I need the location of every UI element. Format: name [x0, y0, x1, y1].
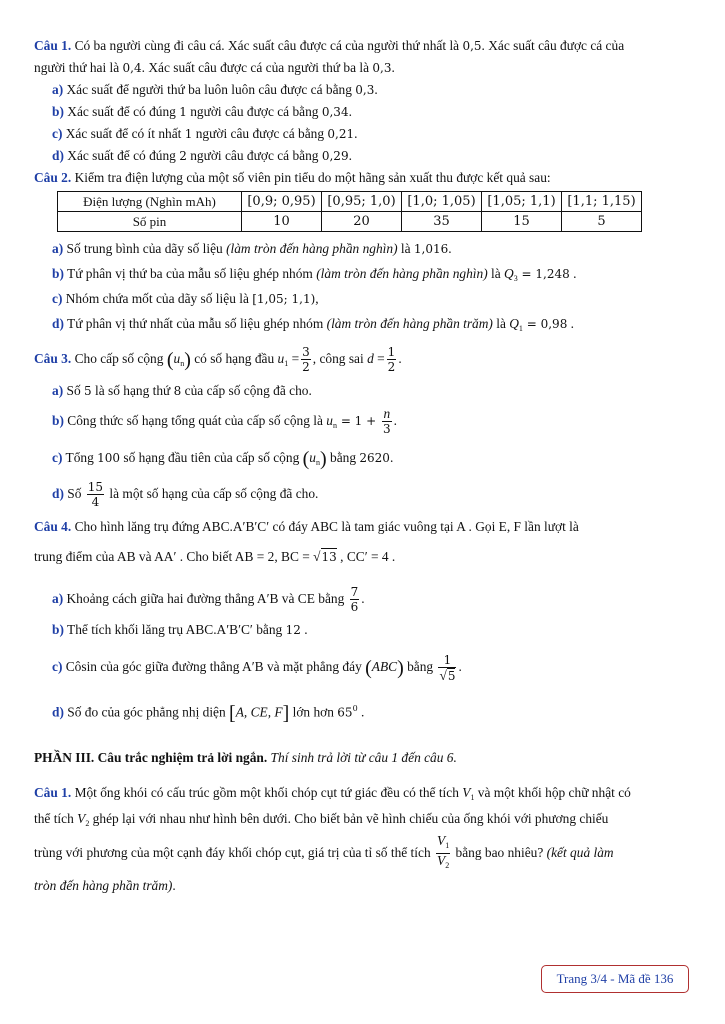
q3-option-a: a) Số 5 là số hạng thứ 8 của cấp số cộng đã cho. [52, 383, 312, 398]
table-cell: [1,05; 1,1) [482, 192, 562, 212]
q3-option-b: b) Công thức số hạng tổng quát của cấp số cộng là $u_n = 1$ + $\frac{n}{3}$ . [52, 406, 398, 437]
table-cell: 15 [482, 212, 562, 232]
question-label: Câu 1. [34, 785, 72, 800]
fraction: $\frac{n}{3}$ [383, 406, 391, 437]
question-label: Câu 3. [34, 351, 72, 366]
q1-option-b: b) Xác suất để có đúng 1 người câu được cá bằng 0,34. [52, 104, 352, 119]
table-header-cell: Điện lượng (Nghìn mAh) [58, 192, 242, 212]
fraction: $\frac{15}{4}$ [87, 480, 104, 510]
q1-option-d: d) Xác suất để có đúng 2 người câu được cá bằng 0,29. [52, 148, 352, 163]
fraction: $\frac{3}{2}$ [302, 345, 310, 375]
p3q1-line-1: Câu 1. Một ống khói có cấu trúc gồm một khối chóp cụt tứ giác đều có thể tích $V_1$ và một khối hộp chữ nhật có [34, 785, 631, 802]
table-cell: 10 [242, 212, 322, 232]
q2-line-1: Câu 2. Kiểm tra điện lượng của một số viên pin tiểu do một hãng sản xuất thu được kết quả sau: [34, 170, 551, 185]
q2-option-b: b) Tứ phân vị thứ ba của mẫu số liệu ghép nhóm (làm tròn đến hàng phần nghìn) là $Q_3 = 1,248$ . [52, 266, 577, 283]
q4-line-1: Câu 4. Cho hình lăng trụ đứng ABC.A′B′C′ có đáy ABC là tam giác vuông tại A . Gọi E, F lần lượt là [34, 519, 579, 534]
table-cell: [0,95; 1,0) [322, 192, 402, 212]
table-cell: [1,0; 1,05) [402, 192, 482, 212]
q2-option-c: c) Nhóm chứa mốt của dãy số liệu là [1,05; 1,1), [52, 291, 319, 306]
p3q1-line-3: trùng với phương của một cạnh đáy khối chóp cụt, giá trị của tỉ số thể tích $\frac{V_1}{V_2}$ bằng bao nhiêu? (kết quả làm [34, 834, 691, 873]
q4-option-a: a) Khoảng cách giữa hai đường thẳng A′B và CE bằng $\frac{7}{6}$ . [52, 585, 365, 615]
q4-option-b: b) Thể tích khối lăng trụ ABC.A′B′C′ bằng 12 . [52, 622, 308, 637]
q1-line-1: Câu 1. Có ba người cùng đi câu cá. Xác suất câu được cá của người thứ nhất là 0,5. Xác suất câu được cá của [34, 38, 625, 53]
question-label: Câu 1. [34, 38, 72, 53]
table-header-cell: Số pin [58, 212, 242, 232]
table-cell: [0,9; 0,95) [242, 192, 322, 212]
page-footer: Trang 3/4 - Mã đề 136 [541, 965, 689, 993]
table-row [58, 212, 642, 232]
q1-line-2: người thứ hai là 0,4. Xác suất câu được cá của người thứ ba là 0,3. [34, 60, 395, 75]
part3-heading: PHẦN III. Câu trắc nghiệm trả lời ngắn. Thí sinh trả lời từ câu 1 đến câu 6. [34, 750, 457, 765]
p3q1-line-2: thể tích $V_2$ ghép lại với nhau như hình bên dưới. Cho biết bản vẽ hình chiếu của ống khói với phương chiếu [34, 811, 609, 828]
data-table [57, 191, 642, 232]
fraction: $\frac{V_1}{V_2}$ [437, 833, 450, 871]
q2-option-a: a) Số trung bình của dãy số liệu (làm tròn đến hàng phần nghìn) là 1,016. [52, 241, 452, 256]
q3-option-d: d) Số $\frac{15}{4}$ là một số hạng của cấp số cộng đã cho. [52, 480, 319, 510]
q4-option-c: c) Côsin của góc giữa đường thẳng A′B và mặt phẳng đáy (ABC) bằng $\frac{1}{√5}$ . [52, 652, 462, 683]
q2-option-d: d) Tứ phân vị thứ nhất của mẫu số liệu ghép nhóm (làm tròn đến hàng phần trăm) là $Q_1 = 0,98$ . [52, 316, 575, 333]
question-label: Câu 4. [34, 519, 72, 534]
q1-option-a: a) Xác suất để người thứ ba luôn luôn câu được cá bằng 0,3. [52, 82, 378, 97]
table-cell: 20 [322, 212, 402, 232]
q4-line-2: trung điểm của AB và AA′ . Cho biết AB = 2, BC = √13 , CC′ = 4 . [34, 549, 396, 564]
p3q1-line-4: tròn đến hàng phần trăm). [34, 878, 176, 893]
q3-option-c: c) Tổng 100 số hạng đầu tiên của cấp số cộng $(u_n)$ bằng 2620. [52, 448, 394, 470]
question-label: Câu 2. [34, 170, 72, 185]
fraction: $\frac{7}{6}$ [350, 585, 359, 615]
table-cell: 35 [402, 212, 482, 232]
q4-option-d: d) Số đo của góc phẳng nhị diện [A, CE, F] lớn hơn $65^0$ . [52, 702, 365, 725]
q1-option-c: c) Xác suất để có ít nhất 1 người câu được cá bằng 0,21. [52, 126, 358, 141]
q3-line-1: Câu 3. Cho cấp số cộng $(u_n)$ có số hạng đầu $u_1$ = $\frac{3}{2}$ , công sai d = $\frac{1}{2}$ . [34, 345, 402, 375]
table-cell: [1,1; 1,15) [562, 192, 642, 212]
section-title: PHẦN III. Câu trắc nghiệm trả lời ngắn. [34, 750, 268, 765]
fraction: $\frac{1}{√5}$ [439, 652, 456, 683]
table-row [58, 192, 642, 212]
fraction: $\frac{1}{2}$ [387, 345, 396, 375]
table-cell: 5 [562, 212, 642, 232]
